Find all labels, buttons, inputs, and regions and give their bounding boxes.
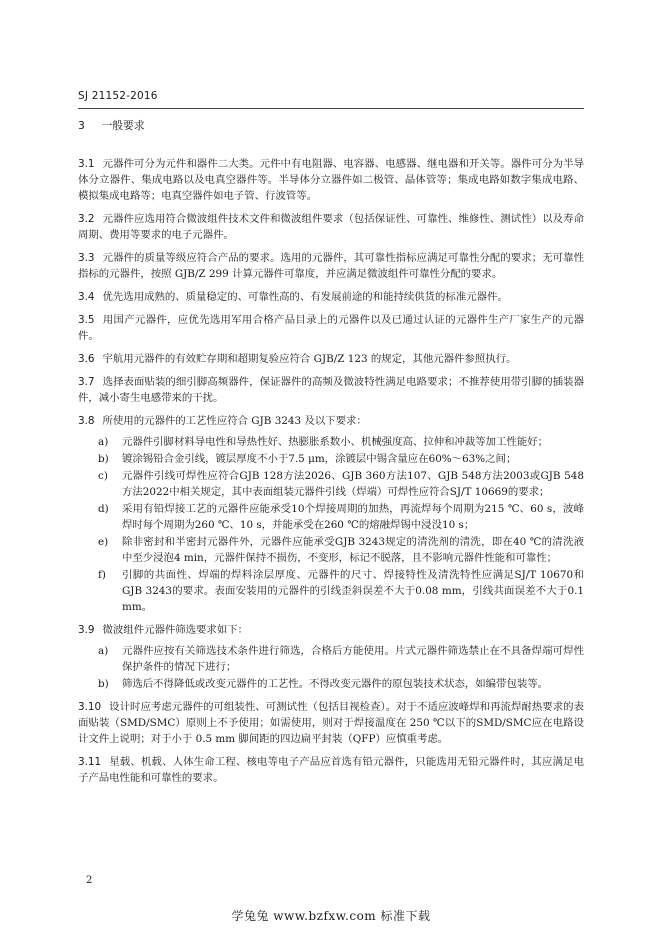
list-item-text: 元器件引线可焊性应符合GJB 128方法2026、GJB 360方法107、GJB 548方法2003或GJB 548方法2022中相关规定，其中表面组装元器件引线（焊端）可焊性应符合SJ/T 10669的要求； <box>122 470 584 498</box>
list-item-text: 筛选后不得降低或改变元器件的工艺性。不得改变元器件的原包装技术状态，如编带包装等。 <box>122 678 549 690</box>
list-item <box>78 567 584 615</box>
list-marker: a) <box>98 645 109 657</box>
clause-3-6 <box>78 351 584 367</box>
list-item <box>78 534 584 566</box>
clause-text: 选择表面贴装的细引脚高频器件，保证器件的高频及微波特性满足电路要求；不推荐使用带引脚的插装器件，减小寄生电感带来的干扰。 <box>78 376 584 404</box>
list-item <box>78 451 584 467</box>
clause-text: 宇航用元器件的有效贮存期和超期复验应符合 GJB/Z 123 的规定，其他元器件参照执行。 <box>102 353 517 365</box>
clause-3-11 <box>78 754 584 786</box>
clause-text: 微波组件元器件筛选要求如下： <box>102 624 248 636</box>
list-marker: a) <box>98 436 109 448</box>
clause-3-1 <box>78 156 584 204</box>
clause-number: 3.6 <box>78 353 95 365</box>
clause-number: 3.5 <box>78 314 95 326</box>
list-item <box>78 434 584 450</box>
page-number: 2 <box>86 875 93 886</box>
list-item <box>78 468 584 500</box>
list-marker: d) <box>98 503 109 515</box>
list-marker: b) <box>98 453 109 465</box>
list-item-text: 镀涂锡铅合金引线，镀层厚度不小于7.5 μm，涂镀层中锡含量应在60%～63%之间； <box>122 453 517 465</box>
clause-text: 用国产元器件，应优先选用军用合格产品目录上的元器件以及已通过认证的元器件生产厂家生产的元器件。 <box>78 314 584 342</box>
list-item <box>78 676 584 692</box>
footer-watermark: 学兔兔 www.bzfxw.com 标准下载 <box>231 909 431 923</box>
clause-3-8 <box>78 413 584 429</box>
document-number: SJ 21152-2016 <box>78 90 158 102</box>
clause-text: 优先选用成熟的、质量稳定的、可靠性高的、有发展前途的和能持续供货的标准元器件。 <box>102 291 508 303</box>
list-marker: c) <box>98 470 108 482</box>
list-3-9 <box>78 643 584 692</box>
clause-text: 所使用的元器件的工艺性应符合 GJB 3243 及以下要求： <box>102 415 367 427</box>
clause-number: 3.3 <box>78 252 95 264</box>
list-item-text: 除非密封和半密封元器件外，元器件应能承受GJB 3243规定的清洗剂的清洗，即在40 ℃的清洗液中至少浸泡4 min，元器件保持不损伤，不变形，标记不脱落，且不影响元器件性能和可靠性； <box>122 536 584 564</box>
clause-3-2 <box>78 211 584 243</box>
section-number: 3 <box>78 119 85 132</box>
section-heading <box>78 118 584 134</box>
list-item-text: 引脚的共面性、焊端的焊料涂层厚度、元器件的尺寸、焊接特性及清洗特性应满足SJ/T 10670和GJB 3243的要求。表面安装用的元器件的引线歪斜误差不大于0.08 mm，引线共面误差不大于0.1 mm。 <box>122 569 584 613</box>
document-body <box>78 112 584 793</box>
list-item-text: 采用有铅焊接工艺的元器件应能承受10个焊接周期的加热，再流焊每个周期为215 ℃、60 s，波峰焊时每个周期为260 ℃、10 s，并能承受在260 ℃的熔融焊锡中浸没10 s； <box>122 503 584 531</box>
list-marker: b) <box>98 678 109 690</box>
clause-3-5 <box>78 312 584 344</box>
list-item-text: 元器件引脚材料导电性和导热性好、热膨胀系数小、机械强度高、拉伸和冲裁等加工性能好； <box>122 436 549 448</box>
clause-number: 3.4 <box>78 291 95 303</box>
clause-text: 元器件应选用符合微波组件技术文件和微波组件要求（包括保证性、可靠性、维修性、测试性）以及寿命周期、费用等要求的电子元器件。 <box>78 213 584 241</box>
clause-3-9 <box>78 622 584 638</box>
clause-text: 设计时应考虑元器件的可组装性、可测试性（包括目视检查）。对于不适应波峰焊和再流焊耐热要求的表面贴装（SMD/SMC）原则上不予使用；如需使用，则对于焊接温度在 250 ℃以下的SMD/SMC应在电路设计文件上说明；对于小于 0.5 mm 脚间距的四边扁平封装（QFP）应慎重考虑。 <box>78 701 584 745</box>
list-item-text: 元器件应按有关筛选技术条件进行筛选，合格后方能使用。片式元器件筛选禁止在不具备焊端可焊性保护条件的情况下进行； <box>122 645 584 673</box>
clause-number: 3.11 <box>78 756 102 768</box>
section-title: 一般要求 <box>101 119 145 132</box>
clause-3-3 <box>78 250 584 282</box>
clause-number: 3.10 <box>78 701 102 713</box>
clause-3-4 <box>78 289 584 305</box>
list-marker: e) <box>98 536 109 548</box>
header-rule <box>78 108 584 109</box>
clause-text: 元器件可分为元件和器件二大类。元件中有电阻器、电容器、电感器、继电器和开关等。器件可分为半导体分立器件、集成电路以及电真空器件等。半导体分立器件如二极管、晶体管等；集成电路如数字集成电路、模拟集成电路等；电真空器件如电子管、行波管等。 <box>78 158 584 202</box>
list-marker: f) <box>98 569 106 581</box>
clause-number: 3.8 <box>78 415 95 427</box>
list-item <box>78 643 584 675</box>
clause-3-10 <box>78 699 584 747</box>
clause-number: 3.1 <box>78 158 95 170</box>
clause-3-7 <box>78 374 584 406</box>
clause-text: 元器件的质量等级应符合产品的要求。选用的元器件，其可靠性指标应满足可靠性分配的要求；无可靠性指标的元器件，按照 GJB/Z 299 计算元器件可靠度，并应满足微波组件可靠性分配的要求。 <box>78 252 584 280</box>
clause-number: 3.2 <box>78 213 95 225</box>
clause-number: 3.9 <box>78 624 95 636</box>
clause-number: 3.7 <box>78 376 95 388</box>
list-item <box>78 501 584 533</box>
list-3-8 <box>78 434 584 615</box>
clause-text: 星载、机载、人体生命工程、核电等电子产品应首选有铅元器件，只能选用无铅元器件时，其应满足电子产品电性能和可靠性的要求。 <box>78 756 584 784</box>
